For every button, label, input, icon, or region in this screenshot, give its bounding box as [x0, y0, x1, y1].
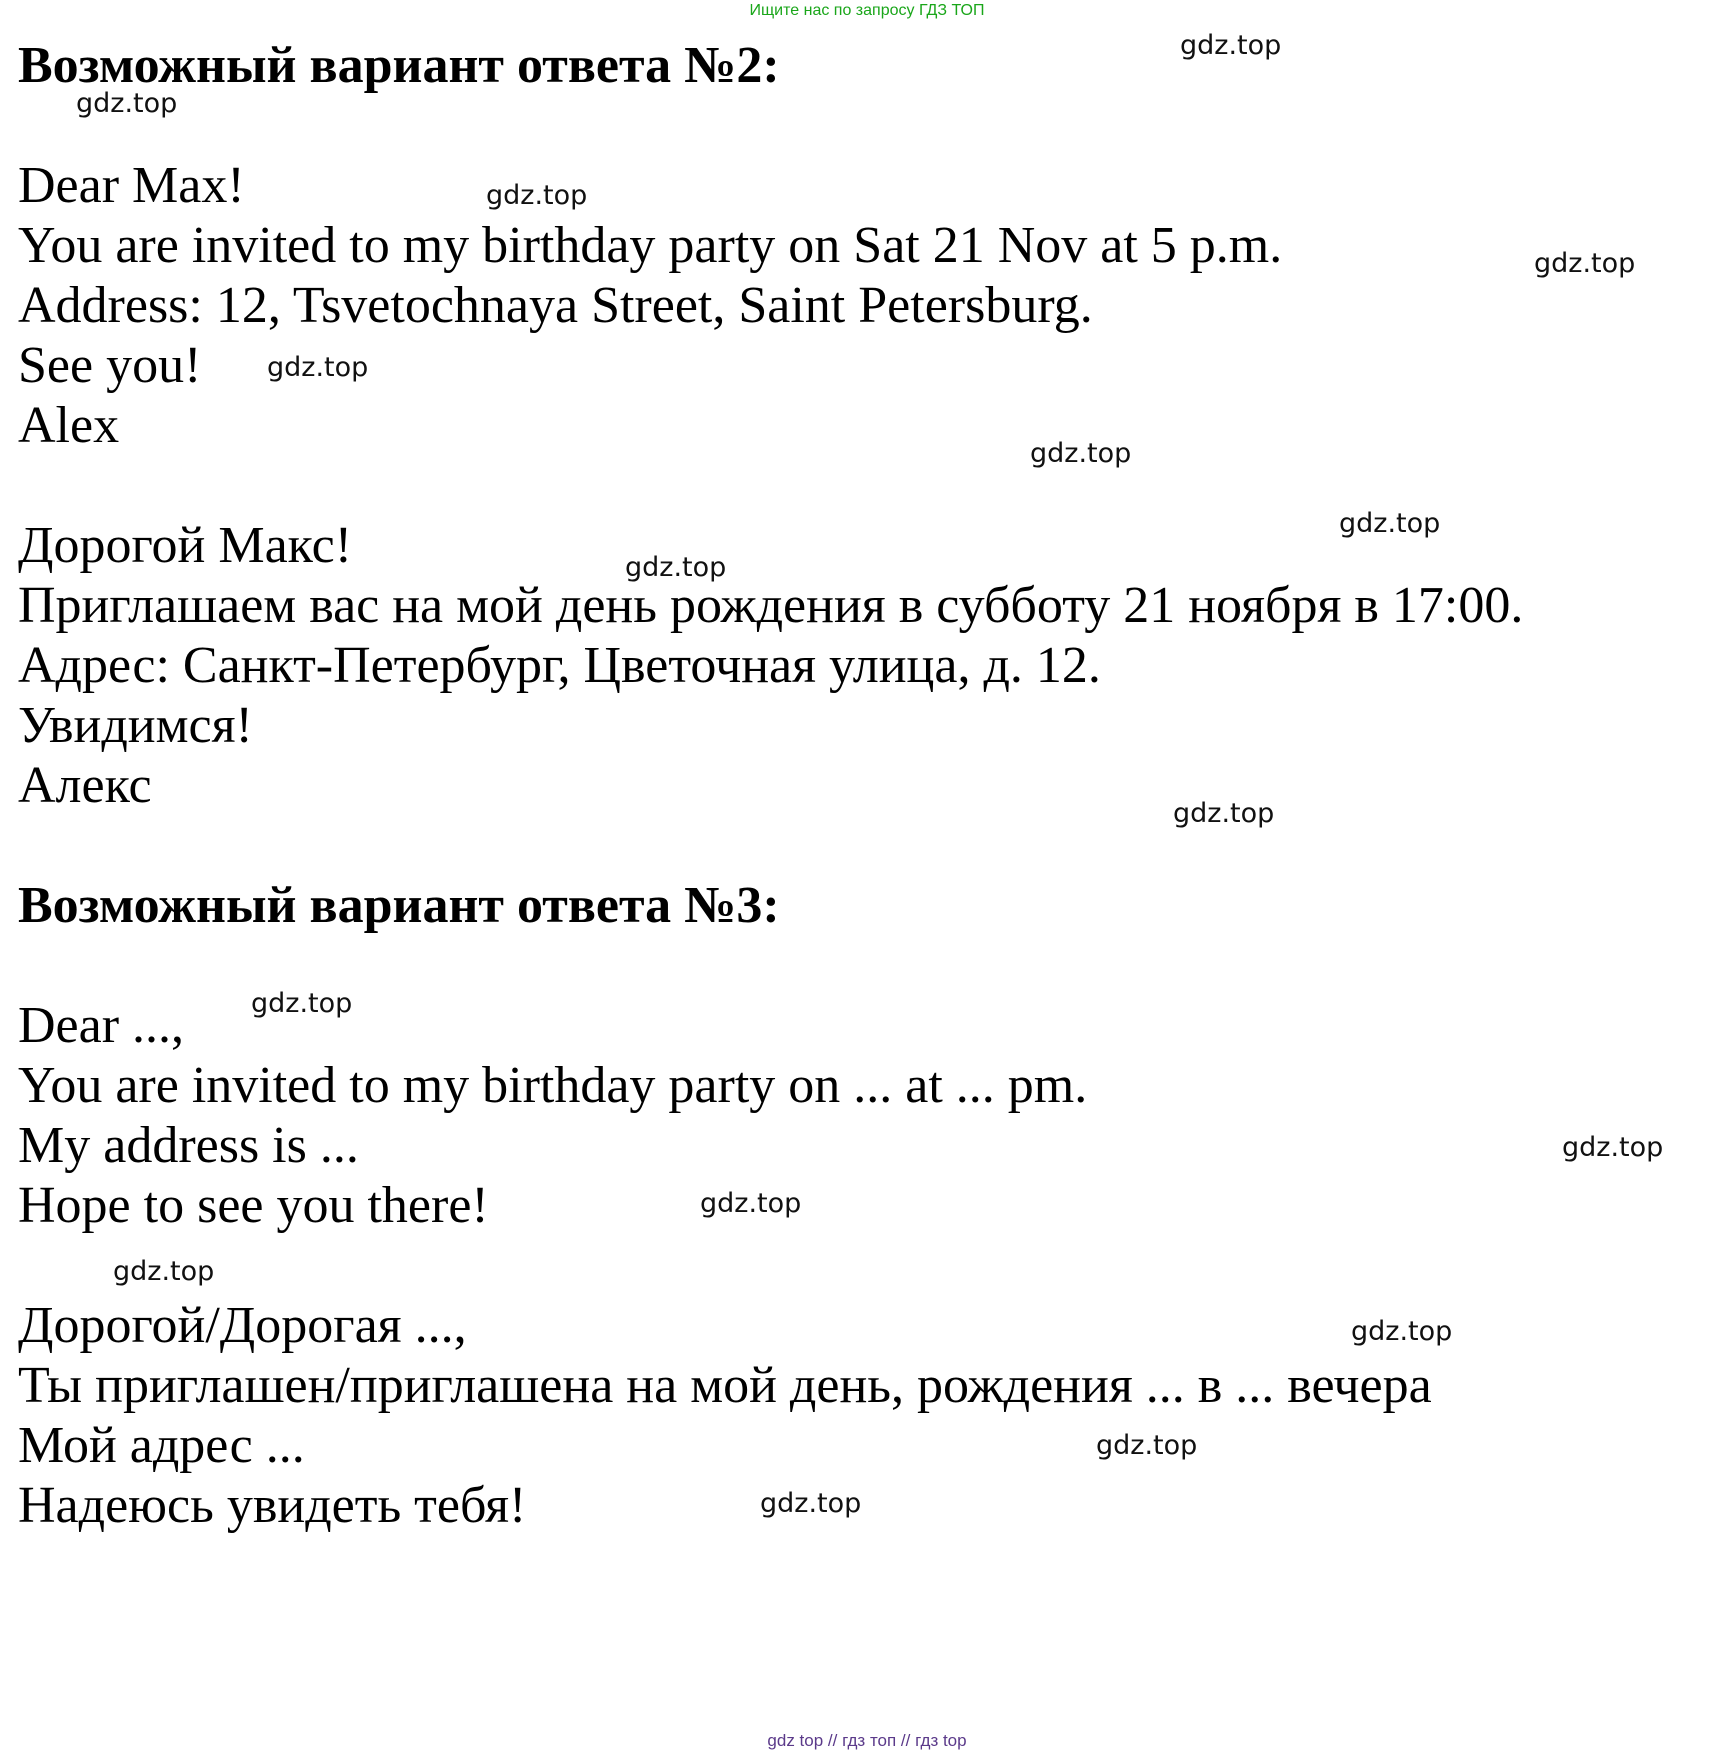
section3-ru-line-1: Дорогой/Дорогая ..., — [18, 1297, 467, 1354]
section3-ru-line-2: Ты приглашен/приглашена на мой день, рождения ... в ... вечера — [18, 1357, 1432, 1414]
top-banner: Ищите нас по запросу ГДЗ ТОП — [749, 2, 985, 19]
watermark: gdz.top — [1562, 1132, 1664, 1163]
watermark: gdz.top — [486, 180, 588, 211]
watermark: gdz.top — [1096, 1430, 1198, 1461]
watermark: gdz.top — [113, 1256, 215, 1287]
section3-en-line-4: Hope to see you there! — [18, 1177, 489, 1234]
watermark: gdz.top — [1180, 30, 1282, 61]
bottom-banner: gdz top // гдз топ // гдз top — [767, 1731, 967, 1750]
section3-ru-line-4: Надеюсь увидеть тебя! — [18, 1477, 527, 1534]
section2-heading: Возможный вариант ответа №2: — [18, 37, 780, 94]
watermark: gdz.top — [1534, 248, 1636, 279]
watermark: gdz.top — [700, 1188, 802, 1219]
section2-en-line-5: Alex — [18, 397, 120, 454]
section2-ru-line-4: Увидимся! — [18, 697, 253, 754]
section2-en-line-2: You are invited to my birthday party on Sat 21 Nov at 5 p.m. — [18, 217, 1283, 274]
section2-en-line-4: See you! — [18, 337, 202, 394]
watermark: gdz.top — [1173, 798, 1275, 829]
watermark: gdz.top — [267, 352, 369, 383]
watermark: gdz.top — [1339, 508, 1441, 539]
section2-ru-line-3: Адрес: Санкт-Петербург, Цветочная улица, д. 12. — [18, 637, 1101, 694]
section2-en-line-3: Address: 12, Tsvetochnaya Street, Saint Petersburg. — [18, 277, 1093, 334]
watermark: gdz.top — [625, 552, 727, 583]
section3-en-line-2: You are invited to my birthday party on ... at ... pm. — [18, 1057, 1088, 1114]
watermark: gdz.top — [1030, 438, 1132, 469]
watermark: gdz.top — [760, 1488, 862, 1519]
watermark: gdz.top — [1351, 1316, 1453, 1347]
watermark: gdz.top — [251, 988, 353, 1019]
section2-en-line-1: Dear Max! — [18, 157, 245, 214]
section3-heading: Возможный вариант ответа №3: — [18, 877, 780, 934]
section2-ru-line-5: Алекс — [18, 757, 152, 814]
section3-en-line-3: My address is ... — [18, 1117, 359, 1174]
watermark: gdz.top — [76, 88, 178, 119]
section2-ru-line-2: Приглашаем вас на мой день рождения в субботу 21 ноября в 17:00. — [18, 577, 1524, 634]
section3-ru-line-3: Мой адрес ... — [18, 1417, 305, 1474]
section3-en-line-1: Dear ..., — [18, 997, 185, 1054]
section2-ru-line-1: Дорогой Макс! — [18, 517, 353, 574]
